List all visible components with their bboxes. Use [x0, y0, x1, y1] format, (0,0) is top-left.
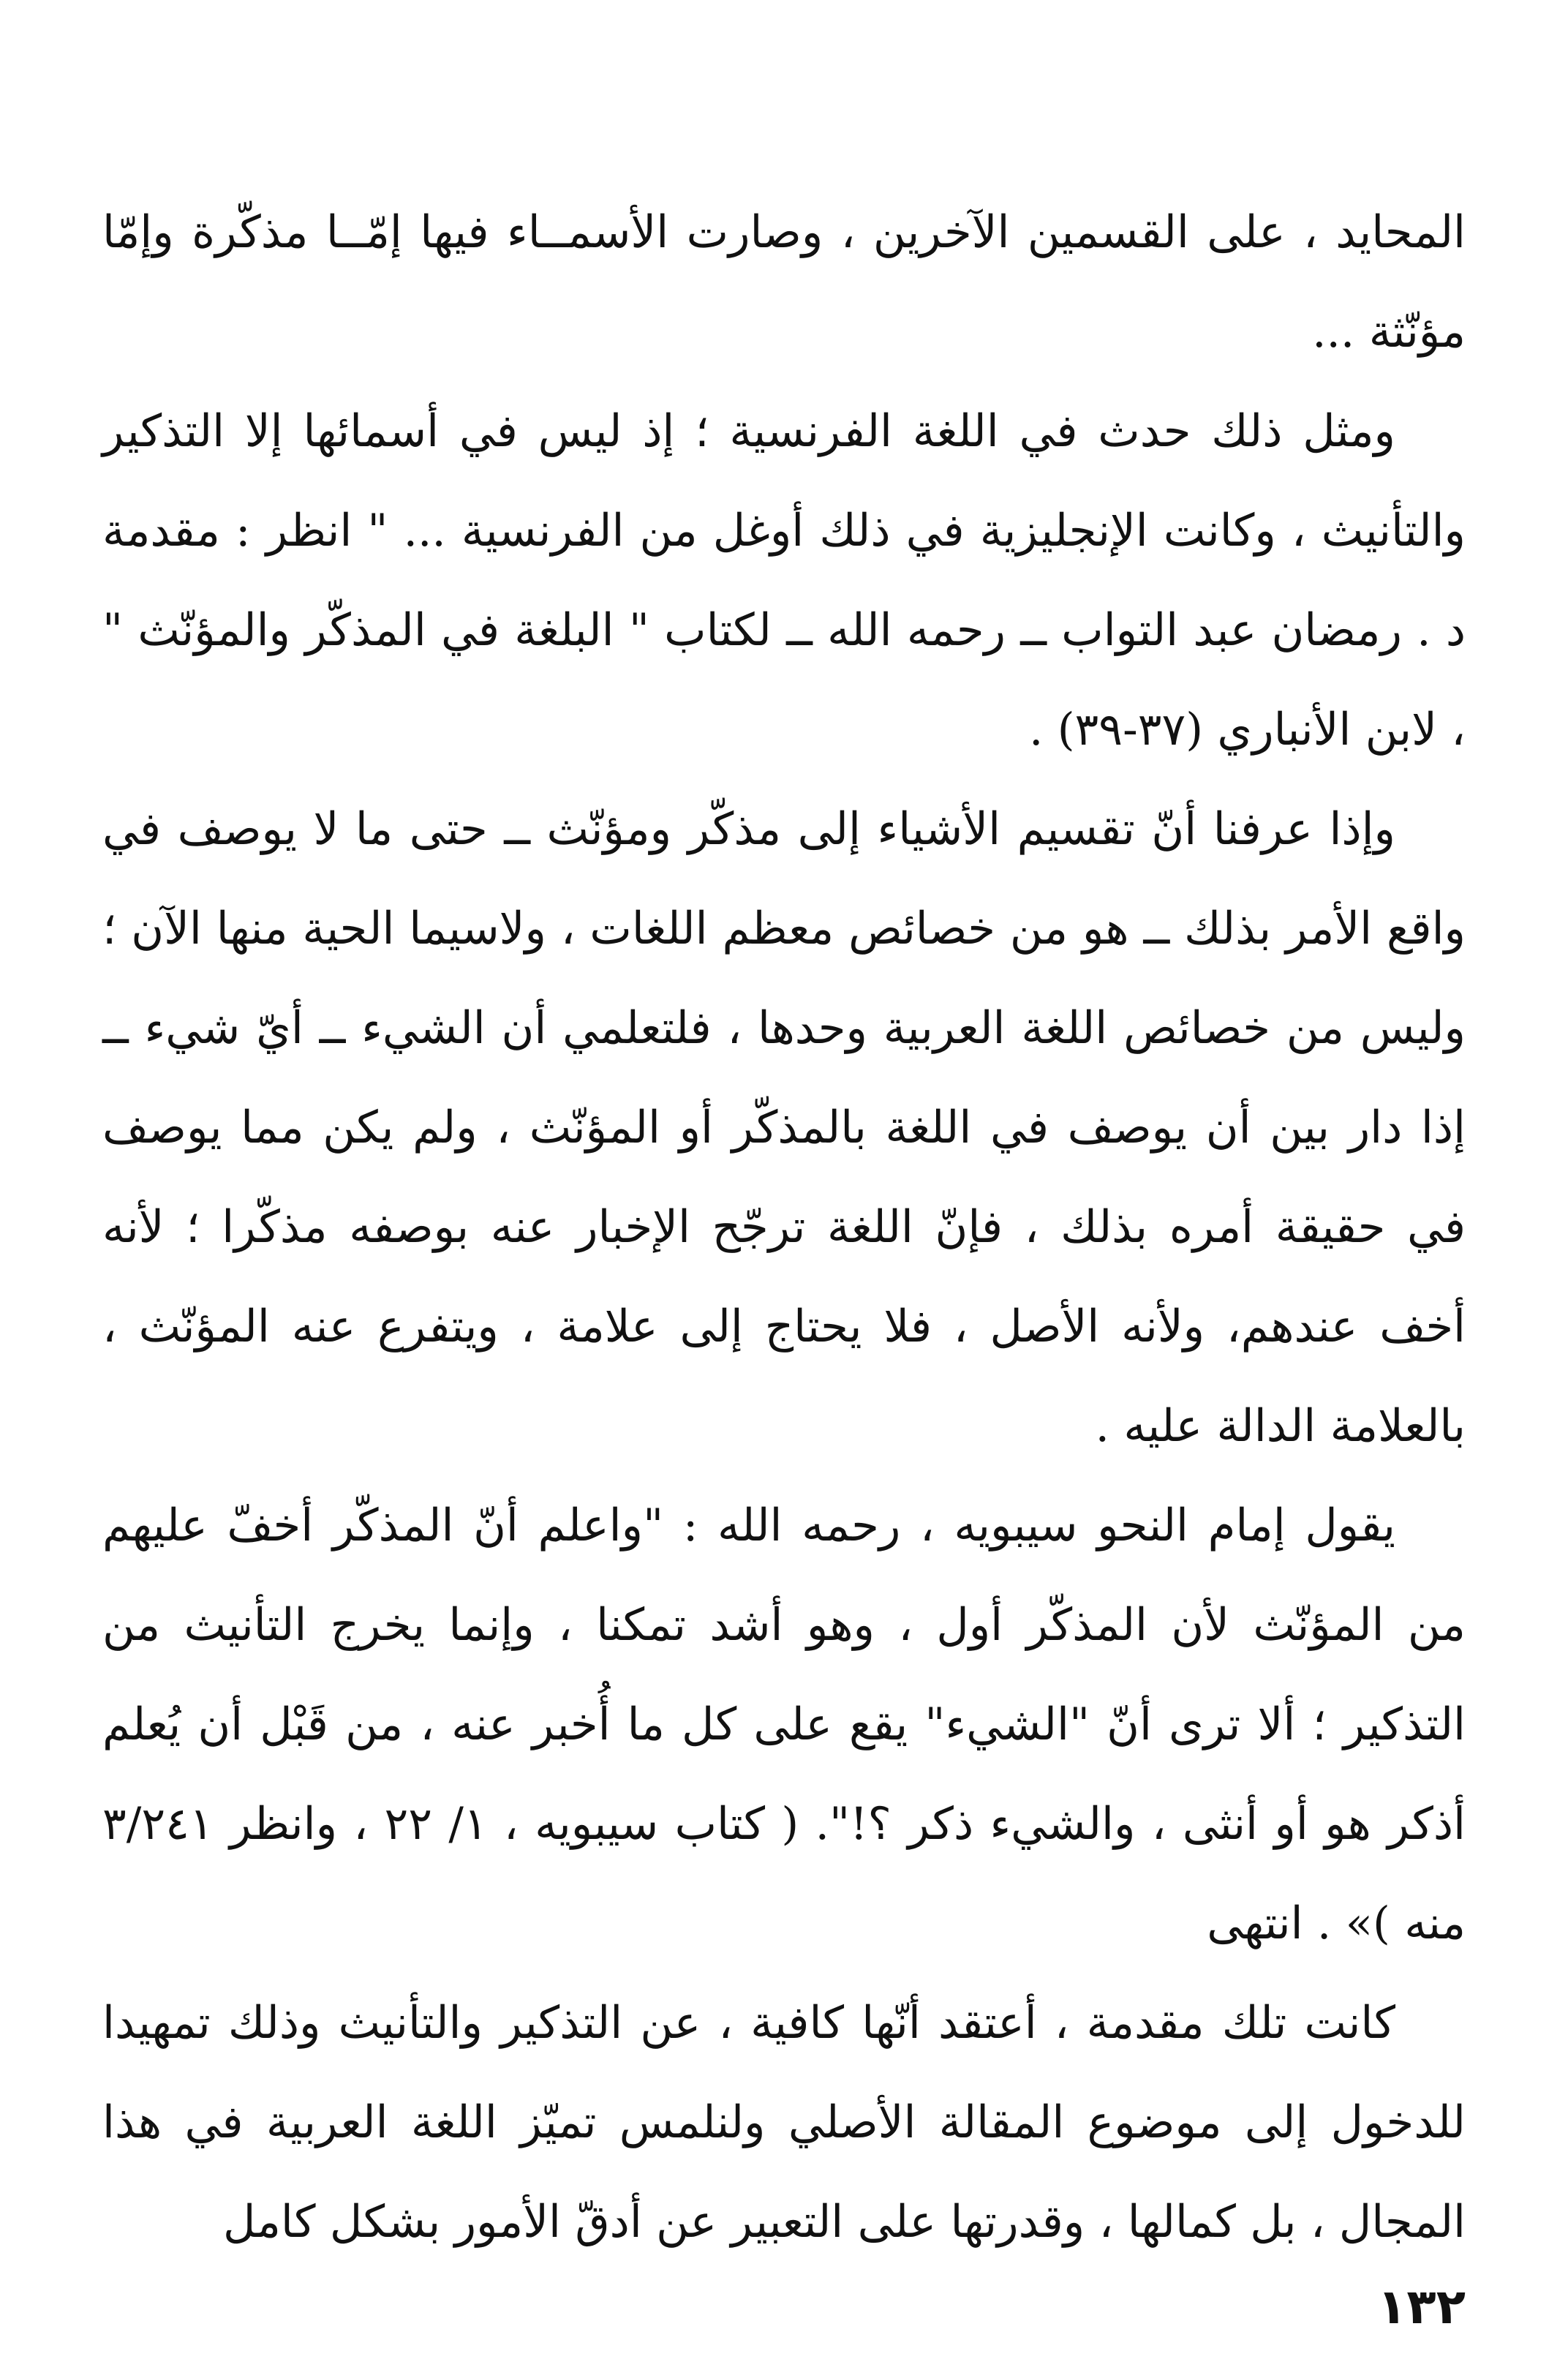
paragraph-4: يقول إمام النحو سيبويه ، رحمه الله : "واعلم أنّ المذكّر أخفّ عليهم من المؤنّث لأن المذكّر أول ، وهو أشد تمكنا ، وإنما يخرج التأنيث من التذكير ؛ ألا ترى أنّ "الشيء" يقع على كل ما أُخبر عنه ، من قَبْل أن يُعلم أذكر هو أو أنثى ، والشيء ذكر ؟!". ( كتاب سيبويه ، ١/ ٢٢ ، وانظر ٣/٢٤١ منه )» . انتهى: [102, 1500, 1466, 1949]
paragraph-1: المحايد ، على القسمين الآخرين ، وصارت الأسمــاء فيها إمّــا مذكّرة وإمّا مؤنّثة ...: [102, 206, 1466, 358]
paragraph-2: ومثل ذلك حدث في اللغة الفرنسية ؛ إذ ليس في أسمائها إلا التذكير والتأنيث ، وكانت الإنجليزية في ذلك أوغل من الفرنسية ... " انظر : مقدمة د . رمضان عبد التواب ــ رحمه الله ــ لكتاب " البلغة في المذكّر والمؤنّث " ، لابن الأنباري (٣٧-٣٩) .: [102, 405, 1466, 756]
paragraph-3: وإذا عرفنا أنّ تقسيم الأشياء إلى مذكّر ومؤنّث ــ حتى ما لا يوصف في واقع الأمر بذلك ــ هو من خصائص معظم اللغات ، ولاسيما الحية منها الآن ؛ وليس من خصائص اللغة العربية وحدها ، فلتعلمي أن الشيء ــ أيّ شيء ــ إذا دار بين أن يوصف في اللغة بالمذكّر أو المؤنّث ، ولم يكن مما يوصف في حقيقة أمره بذلك ، فإنّ اللغة ترجّح الإخبار عنه بوصفه مذكّرا ؛ لأنه أخف عندهم، ولأنه الأصل ، فلا يحتاج إلى علامة ، ويتفرع عنه المؤنّث ، بالعلامة الدالة عليه .: [102, 803, 1466, 1452]
body-text: [102, 183, 1466, 2272]
page-number: ١٣٢: [1377, 2279, 1466, 2335]
paragraph-5: كانت تلك مقدمة ، أعتقد أنّها كافية ، عن التذكير والتأنيث وذلك تمهيدا للدخول إلى موضوع المقالة الأصلي ولنلمس تميّز اللغة العربية في هذا المجال ، بل كمالها ، وقدرتها على التعبير عن أدقّ الأمور بشكل كامل: [102, 1997, 1466, 2248]
